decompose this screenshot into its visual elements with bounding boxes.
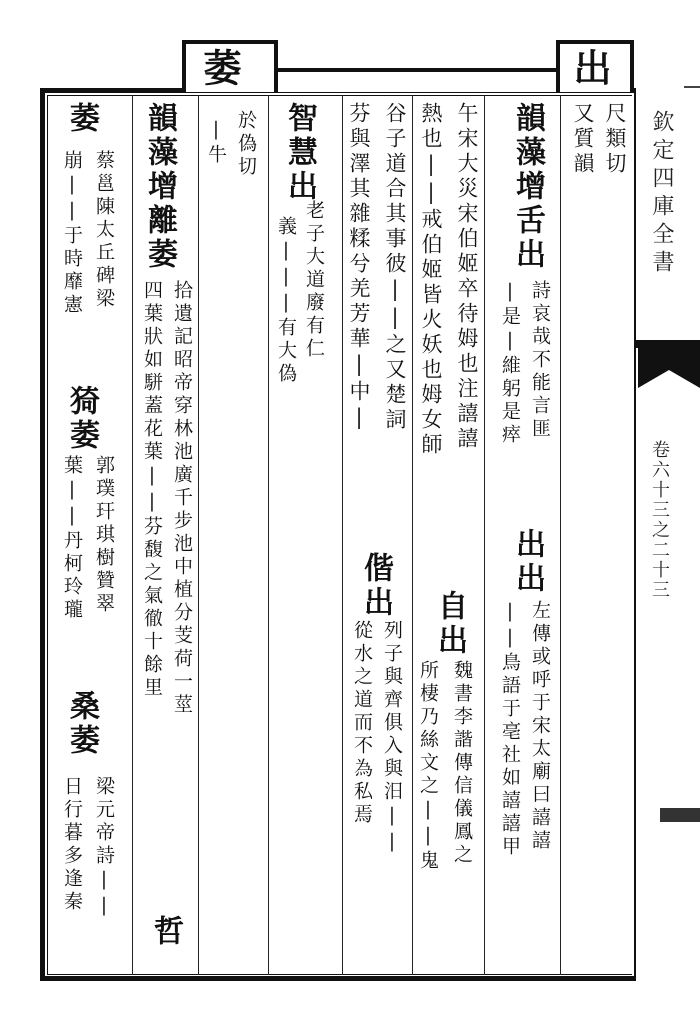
column-12-text-f: 日行暮多逢秦 — [61, 776, 83, 914]
fishtail-bar — [636, 340, 700, 348]
column-3-heading: 出出 — [510, 528, 545, 596]
column-8-text-b: 從水之道而不為私焉 — [351, 620, 373, 827]
column-11-end-char: 哲 — [148, 915, 183, 949]
column-12-heading-2: 猗萎 — [64, 385, 99, 453]
column-3-text-b: ||鳥語于亳社如譆譆甲 — [499, 600, 521, 859]
column-3-text: 左傳或呼于宋太廟曰譆譆 — [529, 600, 551, 853]
column-2-heading: 韻藻增舌出 — [510, 102, 545, 272]
column-5-text-b: 魏書李諧傳信儀鳳之 — [451, 660, 473, 867]
tab-heading-right: 出 — [567, 48, 612, 88]
column-11-text-b: 四葉狀如駢蓋花葉||芬馥之氣徹十餘里 — [141, 280, 163, 700]
column-2-text: 詩哀哉不能言匪 — [529, 280, 551, 441]
column-7-heading: 偕出 — [358, 552, 393, 620]
column-rule — [342, 95, 343, 975]
column-4-text: 午宋大災宋伯姬卒待姆也注譆譆 — [455, 102, 479, 452]
column-12-text: 蔡邕陳太丘碑梁 — [93, 150, 115, 311]
column-12-heading: 萎 — [64, 102, 99, 136]
spine-line — [634, 88, 636, 981]
collection-title: 欽定四庫全書 — [649, 110, 674, 278]
column-9-text: 老子大道廢有仁 — [303, 200, 325, 361]
column-11-text: 拾遺記昭帝穿林池廣千步池中植分芰荷一莖 — [171, 280, 193, 717]
column-7-text: 谷子道合其事彼||之又楚詞 — [383, 102, 407, 433]
column-9-heading: 智慧出 — [282, 102, 317, 204]
column-5-heading: 自出 — [432, 590, 467, 658]
column-9-text-b: 義|||有大偽 — [275, 216, 297, 386]
edge-mark — [660, 808, 700, 822]
column-12-text-b: 崩||于時靡憲 — [61, 150, 83, 317]
column-rule — [412, 95, 413, 975]
column-1-text-b: 又質韻 — [571, 102, 595, 177]
column-11-heading: 韻藻增離萎 — [142, 102, 177, 272]
column-7-text-b: 列子與齊俱入與汨|| — [381, 620, 403, 856]
fishtail-mark — [638, 348, 700, 388]
column-8-text: 芬與澤其雜糅兮羌芳華|中| — [347, 102, 371, 433]
edge-mark — [684, 86, 700, 88]
column-6-text: 所棲乃絲文之||鬼 — [417, 660, 439, 873]
tab-heading-left: 萎 — [197, 48, 242, 88]
column-10-text: 於偽切 — [235, 110, 257, 179]
column-12-text-d: 葉||丹柯玲瓏 — [61, 455, 83, 622]
column-1-text: 尺類切 — [603, 102, 627, 177]
column-12-heading-3: 桑萎 — [64, 690, 99, 758]
column-rule — [268, 95, 269, 975]
column-rule — [198, 95, 199, 975]
column-12-text-c: 郭璞玕琪樹贊翠 — [93, 455, 115, 616]
volume-label: 卷六十三之二十三 — [649, 440, 670, 600]
column-rule — [484, 95, 485, 975]
tab-bridge — [278, 68, 556, 92]
column-10-text-b: |牛 — [205, 118, 227, 167]
column-rule — [560, 95, 561, 975]
column-5-text: 熱也||戒伯姬皆火妖也姆女師 — [419, 102, 443, 458]
column-2-text-b: |是|維躬是瘁 — [499, 280, 521, 447]
column-12-text-e: 梁元帝詩|| — [93, 776, 115, 920]
column-rule — [132, 95, 133, 975]
